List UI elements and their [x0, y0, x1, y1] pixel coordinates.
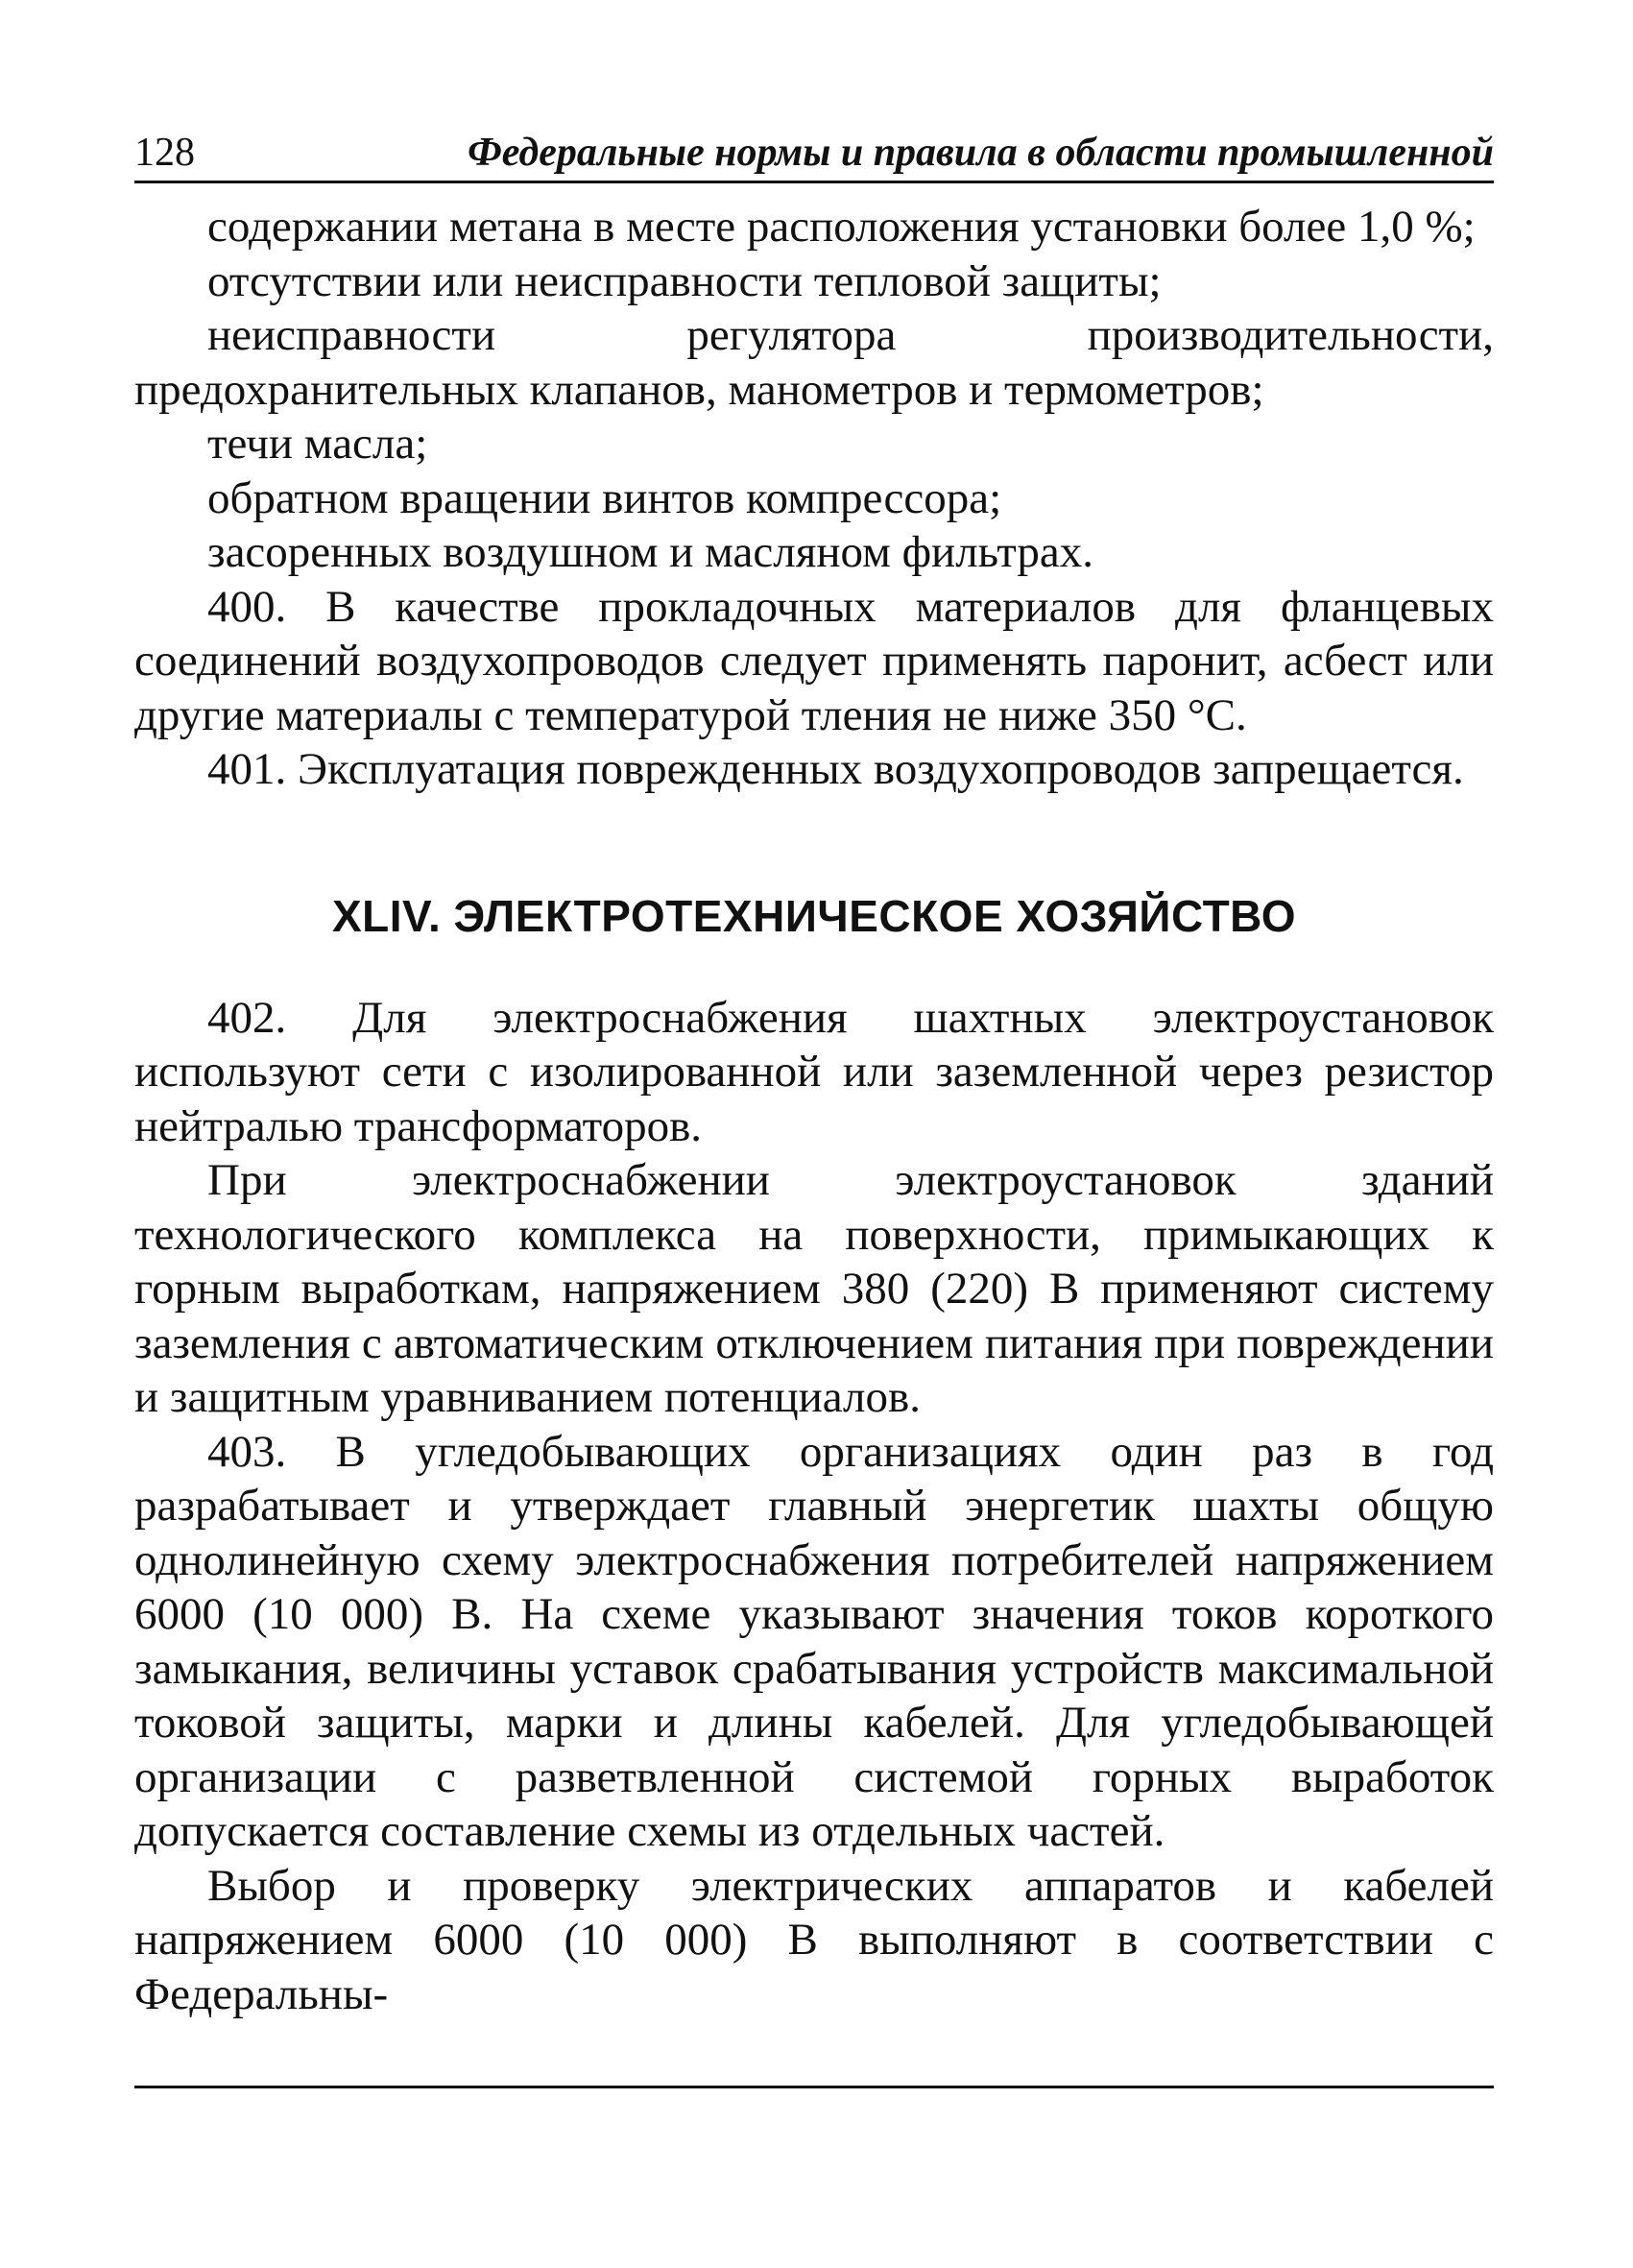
paragraph: содержании метана в месте расположения установки более 1,0 %; [207, 202, 1476, 252]
running-title: Федеральные нормы и правила в области промышленной [468, 131, 1494, 175]
footnote-rule [134, 2086, 1494, 2088]
paragraph: отсутствии или неисправности тепловой защиты; [207, 255, 1162, 306]
paragraph-401: 401. Эксплуатация поврежденных воздухопроводов запрещается. [207, 744, 1464, 794]
paragraph-400: 400. В качестве прокладочных материалов для фланцевых соединений воздухопроводов следует применять паронит, асбест или другие материалы с температурой тления не ниже 350 °С. [134, 581, 1494, 740]
paragraph: При электроснабжении электроустановок зданий технологического комплекса на поверхности, примыкающих к горным выработкам, напряжением 380 (220) В применяют систему заземления с автоматическим отключением питания при повреждении и защитным уравниванием потенциалов. [134, 1155, 1494, 1422]
page-number: 128 [134, 131, 195, 175]
document-page [134, 0, 1494, 2268]
body-text [134, 200, 1494, 2021]
paragraph-403: 403. В угледобывающих организациях один раз в год разрабатывает и утверждает главный энергетик шахты общую однолинейную схему электроснабжения потребителей напряжением 6000 (10 000) В. На схеме указывают значения токов короткого замыкания, величины уставок срабатывания устройств максимальной токовой защиты, марки и длины кабелей. Для угледобывающей организации с разветвленной системой горных выработок допускается составление схемы из отдельных частей. [134, 1426, 1494, 1856]
paragraph: засоренных воздушном и масляном фильтрах. [207, 527, 1094, 577]
paragraph: Выбор и проверку электрических аппаратов и кабелей напряжением 6000 (10 000) В выполняют в соответствии с Федеральны- [134, 1860, 1494, 2019]
section-heading: XLIV. ЭЛЕКТРОТЕХНИЧЕСКОЕ ХОЗЯЙСТВО [331, 890, 1297, 941]
paragraph: неисправности регулятора производительности, предохранительных клапанов, манометров и термометров; [134, 310, 1494, 415]
paragraph: обратном вращении винтов компрессора; [207, 472, 1002, 523]
paragraph: течи масла; [207, 419, 428, 469]
running-header [134, 123, 1494, 183]
paragraph-402: 402. Для электроснабжения шахтных электроустановок используют сети с изолированной или заземленной через резистор нейтралью трансформаторов. [134, 992, 1494, 1151]
